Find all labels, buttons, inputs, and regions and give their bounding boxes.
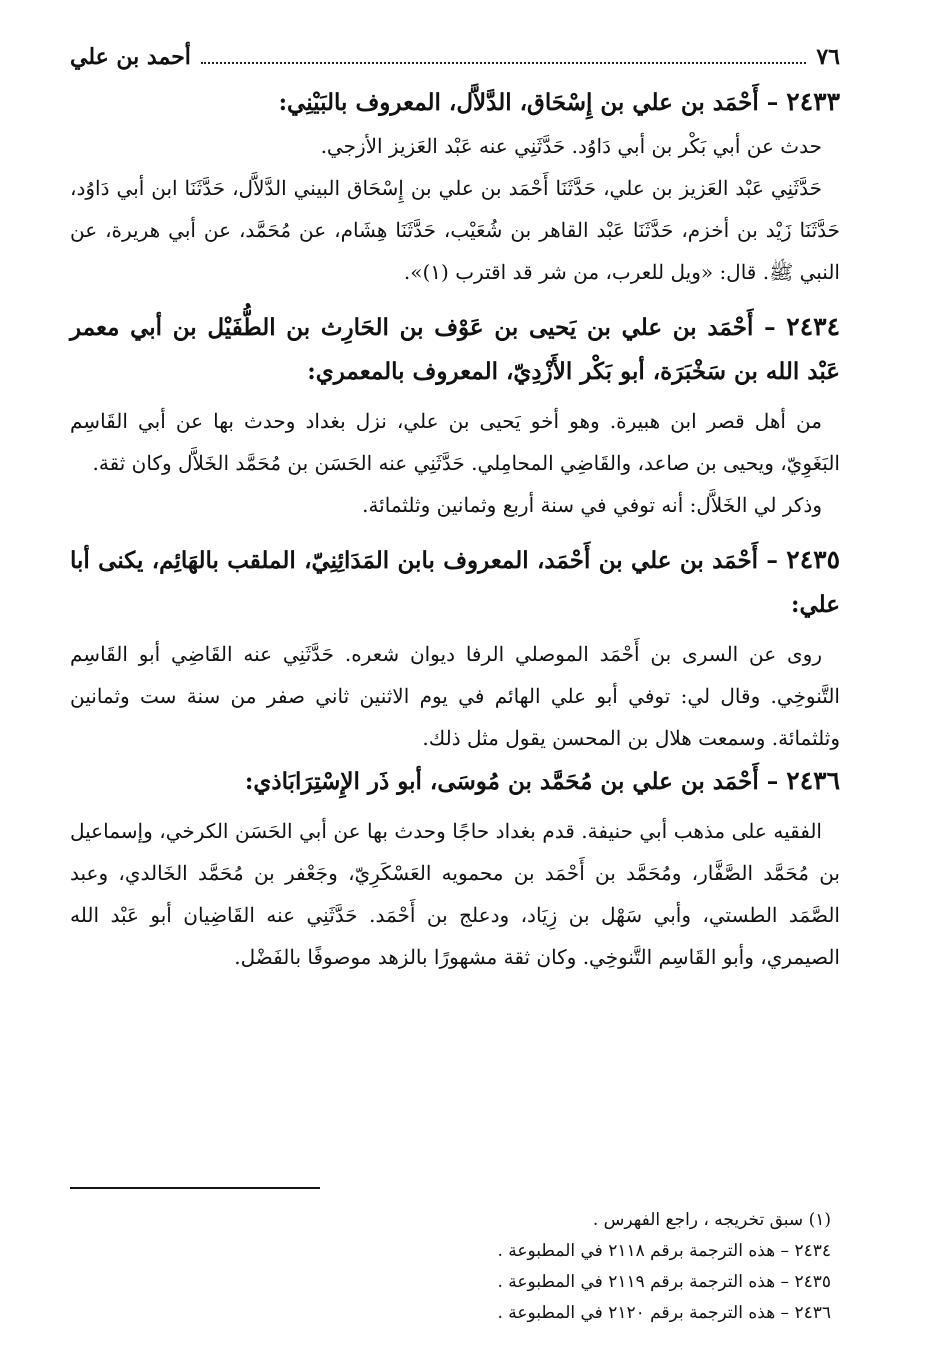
footnote-separator xyxy=(70,1187,320,1189)
entry-title: – أَحْمَد بن علي بن إِسْحَاق، الدَّلاَّل، المعروف بالبَيْنِي: xyxy=(278,89,779,116)
entry-heading xyxy=(70,759,840,804)
book-page xyxy=(70,40,840,1330)
footnote: (١) سبق تخريجه ، راجع الفهرس . xyxy=(592,1210,831,1230)
entry-title: – أَحْمَد بن علي بن أَحْمَد، المعروف بابن المَدَائِنِيّ، الملقب بالهَائِم، يكنى أبا علي: xyxy=(70,547,840,618)
entry-heading xyxy=(70,538,840,627)
footnote: ٢٤٣٥ – هذه الترجمة برقم ٢١١٩ في المطبوعة . xyxy=(497,1272,831,1292)
footnotes xyxy=(191,1205,831,1329)
running-title: أحمد بن علي xyxy=(70,44,191,70)
entry-number: ٢٤٣٥ xyxy=(786,545,840,574)
entry-paragraph: الفقيه على مذهب أبي حنيفة. قدم بغداد حاجًا وحدث بها عن أبي الحَسَن الكرخي، وإسماعيل بن مُحَمَّد الصَّفَّار، ومُحَمَّد بن أَحْمَد بن محمويه العَسْكَرِيّ، وجَعْفر بن مُحَمَّد الخَالدي، وعبد الصَّمَد الطستي، وأبي سَهْل بن زِيَاد، ودعلج بن أَحْمَد. حَدَّثَنِي عنه القَاضِيان أبو عَبْد الله الصيمري، وأبو القَاسِم التَّنوخِي. وكان ثقة مشهورًا بالزهد موصوفًا بالفَضْل. xyxy=(70,819,840,969)
entry-number: ٢٤٣٤ xyxy=(786,312,840,341)
entry-title: – أَحْمَد بن علي بن مُحَمَّد بن مُوسَى، أبو ذَر الإِسْتِرَابَاذي: xyxy=(244,768,779,795)
page-number: ٧٦ xyxy=(816,44,840,70)
running-header xyxy=(70,40,840,80)
entry-paragraph: حدث عن أبي بَكْر بن أبي دَاوُد. حَدَّثَنِي عنه عَبْد العَزيز الأزجي. xyxy=(320,134,822,158)
entry-paragraph: من أهل قصر ابن هبيرة. وهو أخو يَحيى بن علي، نزل بغداد وحدث بها عن أبي القَاسِم البَغَوِيّ، ويحيى بن صاعد، والقَاضِي المحامِلي. حَدَّثَنِي عنه الحَسَن بن مُحَمَّد الخَلاَّل وكان ثقة. xyxy=(70,409,840,475)
entry-paragraph: وذكر لي الخَلاَّل: أنه توفي في سنة أربع وثمانين وثلثمائة. xyxy=(362,493,822,517)
entry-heading xyxy=(70,305,840,394)
entry-paragraph: حَدَّثَنِي عَبْد العَزيز بن علي، حَدَّثَنَا أَحْمَد بن علي بن إِسْحَاق البيني الدَّلاَّل، حَدَّثَنَا ابن أبي دَاوُد، حَدَّثَنَا زَيْد بن أخزم، حَدَّثَنَا عَبْد القاهر بن شُعَيْب، حَدَّثَنَا هِشَام، عن مُحَمَّد، عن أبي هريرة، عن النبي ﷺ. قال: «ويل للعرب، من شر قد اقترب (١)». xyxy=(70,176,840,284)
entry-number: ٢٤٣٣ xyxy=(786,87,840,116)
entry-title: – أَحْمَد بن علي بن يَحيى بن عَوْف بن الحَارِث بن الطُّفَيْل بن أبي معمر عَبْد الله بن سَخْبَرَة، أبو بَكْر الأَزْدِيّ، المعروف بالمعمري: xyxy=(70,314,840,385)
entry-number: ٢٤٣٦ xyxy=(786,766,840,795)
footnote: ٢٤٣٤ – هذه الترجمة برقم ٢١١٨ في المطبوعة . xyxy=(497,1241,831,1261)
header-dotted-leader xyxy=(201,61,806,64)
entry-heading xyxy=(70,80,840,125)
footnote: ٢٤٣٦ – هذه الترجمة برقم ٢١٢٠ في المطبوعة . xyxy=(497,1303,831,1323)
entry-paragraph: روى عن السرى بن أَحْمَد الموصلي الرفا ديوان شعره. حَدَّثَنِي عنه القَاضِي أبو القَاسِم التَّنوخِي. وقال لي: توفي أبو علي الهائم في يوم الاثنين ثاني صفر من سنة ست وثمانين وثلثمائة. وسمعت هلال بن المحسن يقول مثل ذلك. xyxy=(70,642,840,750)
